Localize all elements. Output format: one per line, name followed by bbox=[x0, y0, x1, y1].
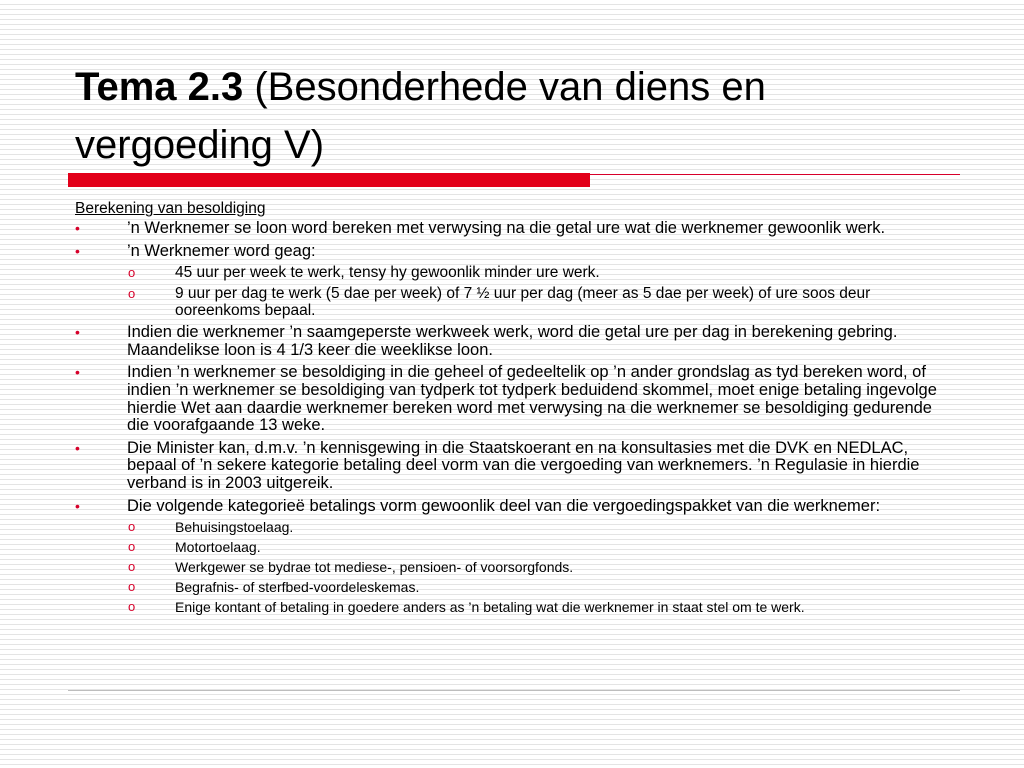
sub-bullet-text: 45 uur per week te werk, tensy hy gewoonlik minder ure werk. bbox=[175, 264, 600, 282]
bullet-item bbox=[75, 243, 955, 320]
slide-title-bold: Tema 2.3 bbox=[75, 65, 244, 109]
sub-bullet-text: Enige kontant of betaling in goedere anders as ’n betaling wat die werknemer in staat stel om te werk. bbox=[175, 599, 805, 616]
section-heading: Berekening van besoldiging bbox=[75, 200, 266, 217]
bullet-item bbox=[75, 324, 955, 359]
sub-bullet-text: Begrafnis- of sterfbed-voordeleskemas. bbox=[175, 579, 420, 596]
bullet-marker: • bbox=[75, 242, 80, 259]
bullet-text: ’n Werknemer word geag: bbox=[127, 241, 316, 260]
sub-bullet-marker: o bbox=[128, 265, 136, 281]
sub-bullet-marker: o bbox=[128, 579, 136, 595]
sub-bullet-item bbox=[75, 539, 955, 555]
bullet-marker: • bbox=[75, 364, 80, 381]
sub-bullet-text: Motortoelaag. bbox=[175, 539, 261, 556]
bullet-text: Die Minister kan, d.m.v. ’n kennisgewing in die Staatskoerant en na konsultasies met die DVK en NEDLAC, bepaal of ’n sekere kategorie betaling deel vorm van die vergoeding van werknemers. ’n Regulasie in hierdie verband is in 2003 uitgereik. bbox=[127, 438, 920, 492]
sub-bullet-item bbox=[75, 559, 955, 575]
bullet-text: Indien ’n werknemer se besoldiging in die geheel of gedeeltelik op ’n ander grondslag as tyd bereken word, of indien ’n werknemer se besoldiging van tydperk tot tydperk beduidend skommel, moet enige betaling ingevolge hierdie Wet aan daardie werknemer bereken word met verwysing na die werknemer se besoldiging gedurende die voorafgaande 13 weke. bbox=[127, 363, 937, 435]
bullet-item bbox=[75, 220, 955, 238]
sub-bullet-text: Werkgewer se bydrae tot mediese-, pensioen- of voorsorgfonds. bbox=[175, 559, 574, 576]
sub-bullet-item bbox=[75, 264, 955, 281]
slide-title bbox=[75, 58, 955, 174]
bullet-item bbox=[75, 364, 955, 434]
sub-bullet-item bbox=[75, 579, 955, 595]
bullet-marker: • bbox=[75, 439, 80, 456]
slide-content bbox=[75, 199, 955, 620]
sub-bullet-text: 9 uur per dag te werk (5 dae per week) of 7 ½ uur per dag (meer as 5 dae per week) of ure soos deur ooreenkoms bepaal. bbox=[175, 285, 871, 320]
slide-title-rest: (Besonderhede van diens en vergoeding V) bbox=[75, 65, 766, 167]
sub-bullet-list bbox=[75, 264, 955, 319]
sub-bullet-item bbox=[75, 285, 955, 319]
divider-line bbox=[590, 174, 960, 175]
footer-divider bbox=[68, 690, 960, 691]
sub-bullet-marker: o bbox=[128, 599, 136, 615]
sub-bullet-item bbox=[75, 519, 955, 535]
bullet-marker: • bbox=[75, 324, 80, 341]
bullet-item bbox=[75, 498, 955, 616]
sub-bullet-list bbox=[75, 519, 955, 615]
accent-bar bbox=[68, 173, 590, 187]
sub-bullet-marker: o bbox=[128, 559, 136, 575]
bullet-list bbox=[75, 220, 955, 615]
bullet-text: Indien die werknemer ’n saamgeperste werkweek werk, word die getal ure per dag in berekening gebring. Maandelikse loon is 4 1/3 keer die weeklikse loon. bbox=[127, 323, 898, 359]
bullet-text: ’n Werknemer se loon word bereken met verwysing na die getal ure wat die werknemer gewoonlik werk. bbox=[127, 219, 886, 237]
sub-bullet-marker: o bbox=[128, 519, 136, 535]
title-divider bbox=[68, 173, 960, 187]
sub-bullet-marker: o bbox=[128, 539, 136, 555]
bullet-item bbox=[75, 440, 955, 493]
bullet-marker: • bbox=[75, 220, 80, 236]
sub-bullet-item bbox=[75, 599, 955, 615]
bullet-marker: • bbox=[75, 497, 80, 514]
sub-bullet-marker: o bbox=[128, 286, 136, 302]
sub-bullet-text: Behuisingstoelaag. bbox=[175, 519, 294, 536]
bullet-text: Die volgende kategorieë betalings vorm gewoonlik deel van die vergoedingspakket van die werknemer: bbox=[127, 496, 881, 515]
